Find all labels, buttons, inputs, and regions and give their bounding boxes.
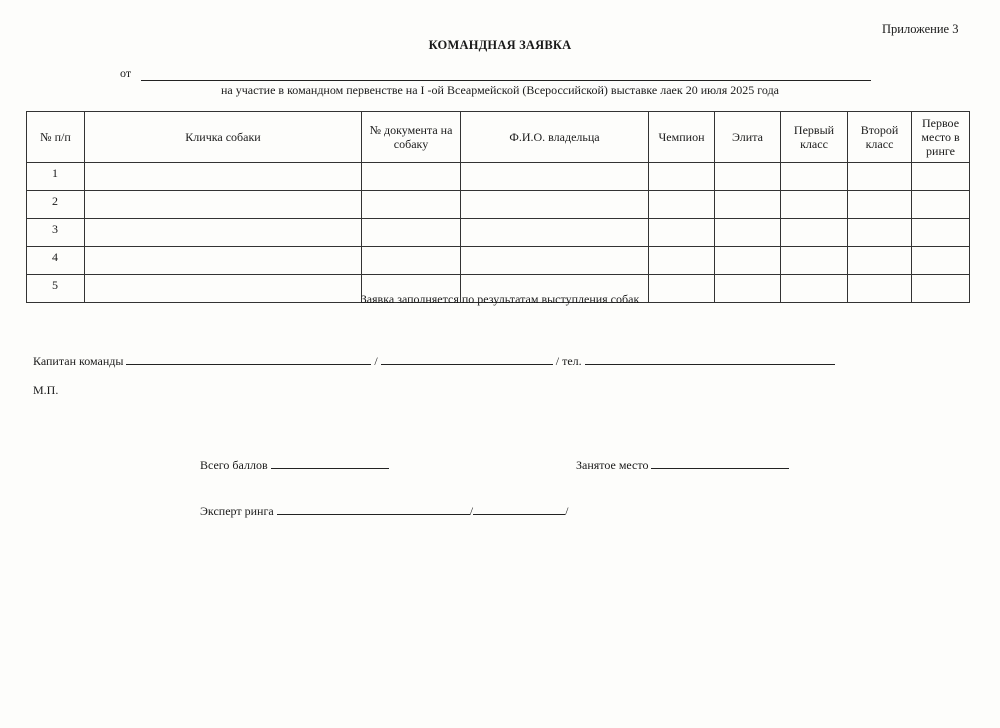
cell-first-place[interactable] <box>912 191 970 219</box>
col-header-first-class: Первый класс <box>781 112 848 163</box>
col-header-champion: Чемпион <box>649 112 715 163</box>
subtitle: на участие в командном первенстве на I -ой Всеармейской (Всероссийской) выставке лаек 20 июля 2025 года <box>220 83 780 97</box>
phone-field[interactable] <box>585 353 835 365</box>
cell-document[interactable] <box>362 247 461 275</box>
place-label: Занятое место <box>576 458 649 472</box>
captain-label: Капитан команды <box>33 354 124 368</box>
appendix-label: Приложение 3 <box>882 22 959 36</box>
expert-row <box>200 503 568 519</box>
captain-row <box>33 353 835 369</box>
cell-owner[interactable] <box>461 247 649 275</box>
cell-first-class[interactable] <box>781 191 848 219</box>
total-score-field[interactable] <box>271 457 389 469</box>
row-number: 4 <box>27 247 85 275</box>
from-row <box>120 66 871 81</box>
cell-elite[interactable] <box>715 191 781 219</box>
cell-first-class[interactable] <box>781 219 848 247</box>
cell-champion[interactable] <box>649 163 715 191</box>
col-header-dog-name: Кличка собаки <box>85 112 362 163</box>
cell-first-place[interactable] <box>912 163 970 191</box>
expert-separator-end: / <box>565 504 569 518</box>
place-row <box>576 457 789 473</box>
table-row <box>27 191 970 219</box>
table-row <box>27 247 970 275</box>
cell-champion[interactable] <box>649 219 715 247</box>
captain-name-field[interactable] <box>126 353 371 365</box>
cell-first-place[interactable] <box>912 247 970 275</box>
from-label: от <box>120 66 132 80</box>
col-header-document: № документа на собаку <box>362 112 461 163</box>
cell-first-class[interactable] <box>781 247 848 275</box>
table-row <box>27 163 970 191</box>
cell-owner[interactable] <box>461 219 649 247</box>
score-row <box>200 457 389 473</box>
col-header-first-place: Первое место в ринге <box>912 112 970 163</box>
from-field[interactable] <box>141 67 871 81</box>
cell-dog-name[interactable] <box>85 219 362 247</box>
table-note: Заявка заполняется по результатам выступления собак <box>360 292 640 306</box>
cell-second-class[interactable] <box>848 163 912 191</box>
cell-second-class[interactable] <box>848 247 912 275</box>
col-header-owner: Ф.И.О. владельца <box>461 112 649 163</box>
cell-owner[interactable] <box>461 163 649 191</box>
page-title: КОМАНДНАЯ ЗАЯВКА <box>428 38 572 52</box>
cell-second-class[interactable] <box>848 191 912 219</box>
phone-label: / тел. <box>555 354 582 368</box>
expert-signature-field[interactable] <box>473 503 565 515</box>
cell-dog-name[interactable] <box>85 247 362 275</box>
col-header-elite: Элита <box>715 112 781 163</box>
expert-name-field[interactable] <box>277 503 470 515</box>
total-score-label: Всего баллов <box>200 458 268 472</box>
stamp-label: М.П. <box>33 383 59 397</box>
cell-first-class[interactable] <box>781 163 848 191</box>
expert-separator: / <box>469 504 474 518</box>
cell-dog-name[interactable] <box>85 163 362 191</box>
cell-owner[interactable] <box>461 191 649 219</box>
row-number: 5 <box>27 275 85 303</box>
col-header-number: № п/п <box>27 112 85 163</box>
cell-champion[interactable] <box>649 247 715 275</box>
cell-second-class[interactable] <box>848 219 912 247</box>
table-row <box>27 219 970 247</box>
captain-separator: / <box>374 354 378 368</box>
cell-elite[interactable] <box>715 247 781 275</box>
row-number: 2 <box>27 191 85 219</box>
cell-document[interactable] <box>362 163 461 191</box>
col-header-second-class: Второй класс <box>848 112 912 163</box>
place-field[interactable] <box>651 457 789 469</box>
team-application-table <box>26 111 970 303</box>
cell-elite[interactable] <box>715 163 781 191</box>
cell-elite[interactable] <box>715 219 781 247</box>
row-number: 3 <box>27 219 85 247</box>
cell-champion[interactable] <box>649 191 715 219</box>
captain-signature-field[interactable] <box>381 353 553 365</box>
cell-document[interactable] <box>362 191 461 219</box>
cell-dog-name[interactable] <box>85 191 362 219</box>
table-header-row <box>27 112 970 163</box>
row-number: 1 <box>27 163 85 191</box>
cell-first-place[interactable] <box>912 219 970 247</box>
cell-document[interactable] <box>362 219 461 247</box>
expert-label: Эксперт ринга <box>200 504 274 518</box>
